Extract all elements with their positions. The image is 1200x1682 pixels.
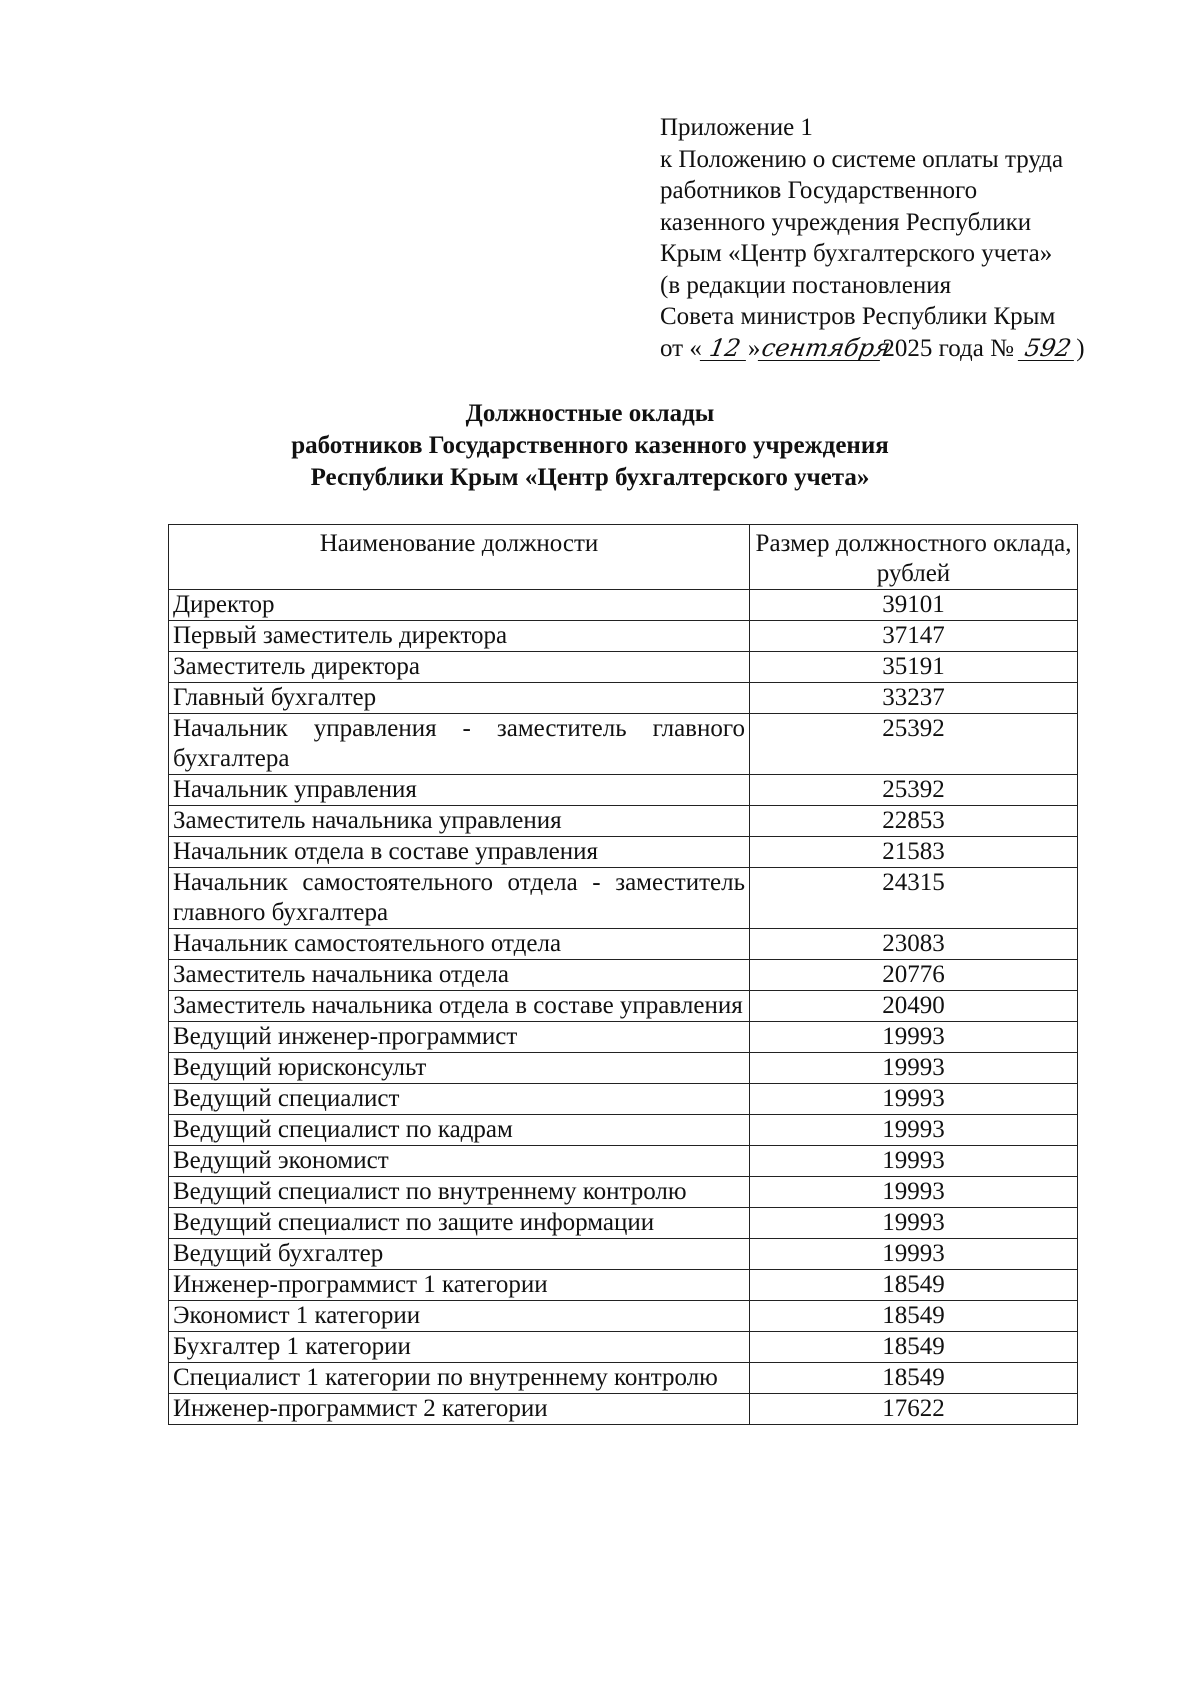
document-title	[140, 398, 1040, 494]
salary-cell: 19993	[750, 1208, 1078, 1239]
date-mid: »	[747, 334, 761, 362]
table-row	[169, 806, 1078, 837]
table-row	[169, 929, 1078, 960]
position-cell: Начальник самостоятельного отдела - заместитель главного бухгалтера	[169, 868, 750, 929]
salary-cell: 33237	[750, 683, 1078, 714]
appendix-line: Приложение 1	[660, 114, 813, 141]
salary-cell: 25392	[750, 714, 1078, 775]
table-row	[169, 683, 1078, 714]
position-cell: Ведущий экономист	[169, 1146, 750, 1177]
appendix-line: Совета министров Республики Крым	[660, 303, 1056, 330]
position-cell: Начальник управления - заместитель главного бухгалтера	[169, 714, 750, 775]
salary-cell: 37147	[750, 621, 1078, 652]
appendix-line: казенного учреждения Республики	[660, 208, 1032, 236]
position-cell: Инженер-программист 1 категории	[169, 1270, 750, 1301]
table-row	[169, 1394, 1078, 1425]
salary-cell: 18549	[750, 1270, 1078, 1301]
salary-cell: 22853	[750, 806, 1078, 837]
table-row	[169, 868, 1078, 929]
salary-cell: 39101	[750, 590, 1078, 621]
salary-cell: 19993	[750, 1084, 1078, 1115]
table-row	[169, 714, 1078, 775]
salary-cell: 19993	[750, 1146, 1078, 1177]
table-row	[169, 1301, 1078, 1332]
position-cell: Заместитель начальника управления	[169, 806, 750, 837]
position-cell: Ведущий бухгалтер	[169, 1239, 750, 1270]
table-row	[169, 837, 1078, 868]
header-position: Наименование должности	[169, 525, 750, 590]
header-salary: Размер должностного оклада, рублей	[750, 525, 1078, 590]
title-line: Должностные оклады	[465, 400, 715, 427]
position-cell: Специалист 1 категории по внутреннему контролю	[169, 1363, 750, 1394]
table-body	[169, 590, 1078, 1425]
table-row	[169, 1084, 1078, 1115]
position-cell: Заместитель начальника отдела	[169, 960, 750, 991]
position-cell: Заместитель начальника отдела в составе управления	[169, 991, 750, 1022]
position-cell: Экономист 1 категории	[169, 1301, 750, 1332]
position-cell: Главный бухгалтер	[169, 683, 750, 714]
salary-cell: 18549	[750, 1301, 1078, 1332]
date-suffix: )	[1076, 334, 1085, 362]
handwritten-day: 12	[700, 336, 750, 361]
table-row	[169, 775, 1078, 806]
salary-cell: 24315	[750, 868, 1078, 929]
position-cell: Бухгалтер 1 категории	[169, 1332, 750, 1363]
table-row	[169, 1115, 1078, 1146]
appendix-line: Крым «Центр бухгалтерского учета»	[660, 240, 1053, 267]
table-header-row	[169, 525, 1078, 590]
position-cell: Ведущий специалист по кадрам	[169, 1115, 750, 1146]
table-row	[169, 652, 1078, 683]
appendix-header	[660, 112, 1120, 364]
salary-cell: 19993	[750, 1239, 1078, 1270]
table-row	[169, 1177, 1078, 1208]
table-row	[169, 590, 1078, 621]
salary-cell: 20490	[750, 991, 1078, 1022]
salary-cell: 18549	[750, 1363, 1078, 1394]
appendix-line: работников Государственного	[660, 177, 978, 204]
position-cell: Начальник управления	[169, 775, 750, 806]
salary-cell: 19993	[750, 1177, 1078, 1208]
position-cell: Начальник отдела в составе управления	[169, 837, 750, 868]
position-cell: Начальник самостоятельного отдела	[169, 929, 750, 960]
salary-cell: 20776	[750, 960, 1078, 991]
position-cell: Ведущий юрисконсульт	[169, 1053, 750, 1084]
position-cell: Ведущий специалист по внутреннему контролю	[169, 1177, 750, 1208]
date-year: 2025 года №	[882, 334, 1014, 362]
table-row	[169, 991, 1078, 1022]
table-row	[169, 1053, 1078, 1084]
position-cell: Ведущий инженер-программист	[169, 1022, 750, 1053]
handwritten-doc-number: 592	[1018, 336, 1078, 361]
salary-cell: 35191	[750, 652, 1078, 683]
table-row	[169, 1332, 1078, 1363]
table-row	[169, 621, 1078, 652]
salary-cell: 23083	[750, 929, 1078, 960]
table-row	[169, 1146, 1078, 1177]
date-prefix: от «	[660, 334, 702, 362]
position-cell: Ведущий специалист по защите информации	[169, 1208, 750, 1239]
table-row	[169, 1239, 1078, 1270]
salary-cell: 18549	[750, 1332, 1078, 1363]
salary-table	[168, 524, 1078, 1425]
handwritten-month: сентября	[759, 333, 893, 362]
title-line: работников Государственного казенного учреждения	[291, 432, 889, 459]
position-cell: Ведущий специалист	[169, 1084, 750, 1115]
salary-cell: 25392	[750, 775, 1078, 806]
appendix-date-line	[660, 333, 1120, 365]
table-row	[169, 1022, 1078, 1053]
position-cell: Первый заместитель директора	[169, 621, 750, 652]
salary-cell: 21583	[750, 837, 1078, 868]
title-line: Республики Крым «Центр бухгалтерского учета»	[310, 464, 870, 491]
table-row	[169, 1270, 1078, 1301]
salary-cell: 19993	[750, 1053, 1078, 1084]
salary-cell: 19993	[750, 1022, 1078, 1053]
appendix-line: к Положению о системе оплаты труда	[660, 145, 1064, 173]
table-row	[169, 960, 1078, 991]
position-cell: Заместитель директора	[169, 652, 750, 683]
position-cell: Инженер-программист 2 категории	[169, 1394, 750, 1425]
salary-cell: 19993	[750, 1115, 1078, 1146]
salary-cell: 17622	[750, 1394, 1078, 1425]
table-row	[169, 1363, 1078, 1394]
position-cell: Директор	[169, 590, 750, 621]
table-row	[169, 1208, 1078, 1239]
appendix-line: (в редакции постановления	[660, 271, 952, 299]
